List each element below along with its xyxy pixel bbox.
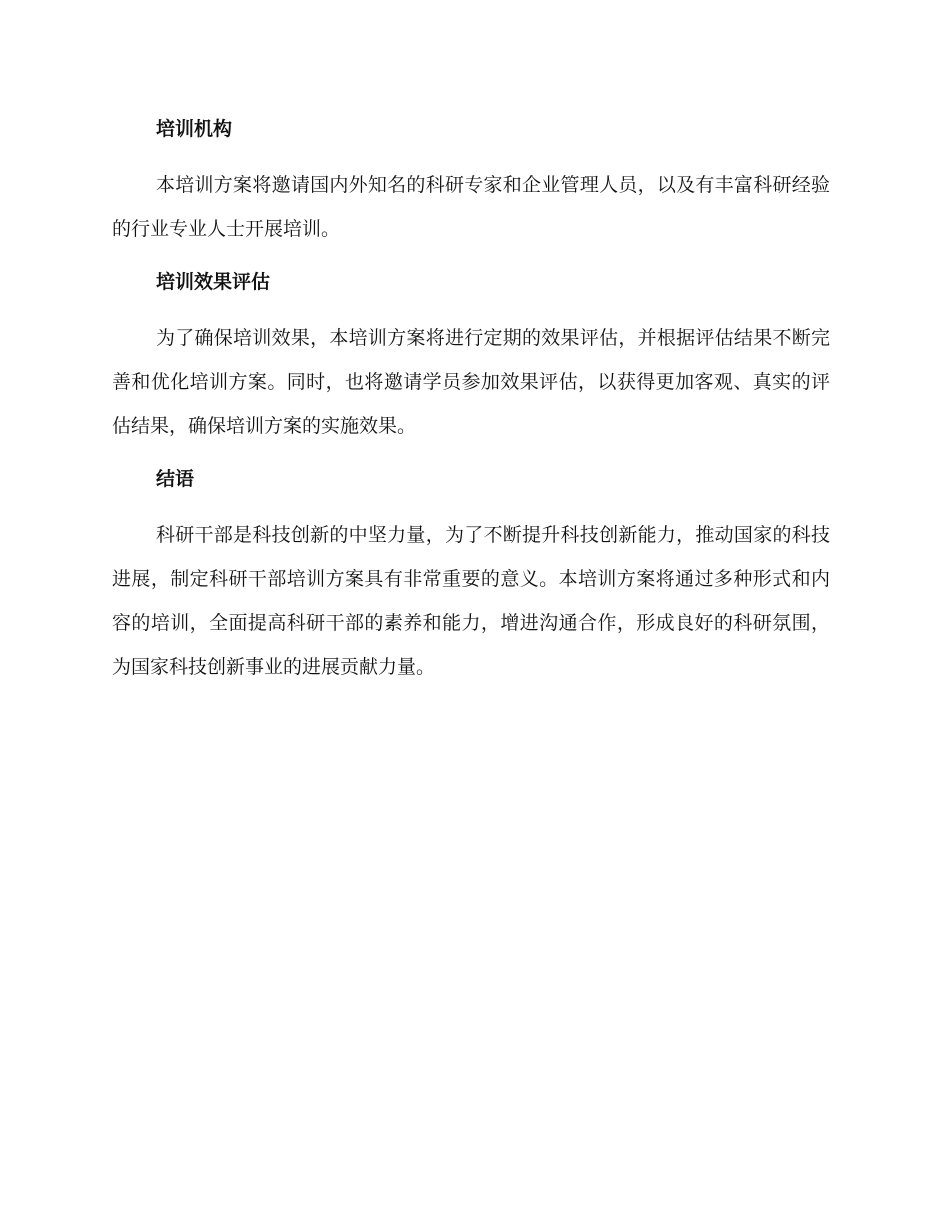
section-paragraph: 为了确保培训效果，本培训方案将进行定期的效果评估，并根据评估结果不断完善和优化培训方案。同时，也将邀请学员参加效果评估，以获得更加客观、真实的评估结果，确保培训方案的实施效果。 xyxy=(112,327,830,437)
document-page xyxy=(112,112,830,689)
section-paragraph: 本培训方案将邀请国内外知名的科研专家和企业管理人员，以及有丰富科研经验的行业专业人士开展培训。 xyxy=(112,174,830,240)
section-conclusion xyxy=(112,462,830,689)
section-paragraph: 科研干部是科技创新的中坚力量，为了不断提升科技创新能力，推动国家的科技进展，制定科研干部培训方案具有非常重要的意义。本培训方案将通过多种形式和内容的培训，全面提高科研干部的素养和能力，增进沟通合作，形成良好的科研氛围，为国家科技创新事业的进展贡献力量。 xyxy=(112,524,830,678)
section-heading: 结语 xyxy=(156,468,195,490)
section-training-institution xyxy=(112,112,830,265)
section-heading: 培训效果评估 xyxy=(156,271,271,293)
section-training-evaluation xyxy=(112,265,830,462)
section-heading: 培训机构 xyxy=(156,118,233,140)
